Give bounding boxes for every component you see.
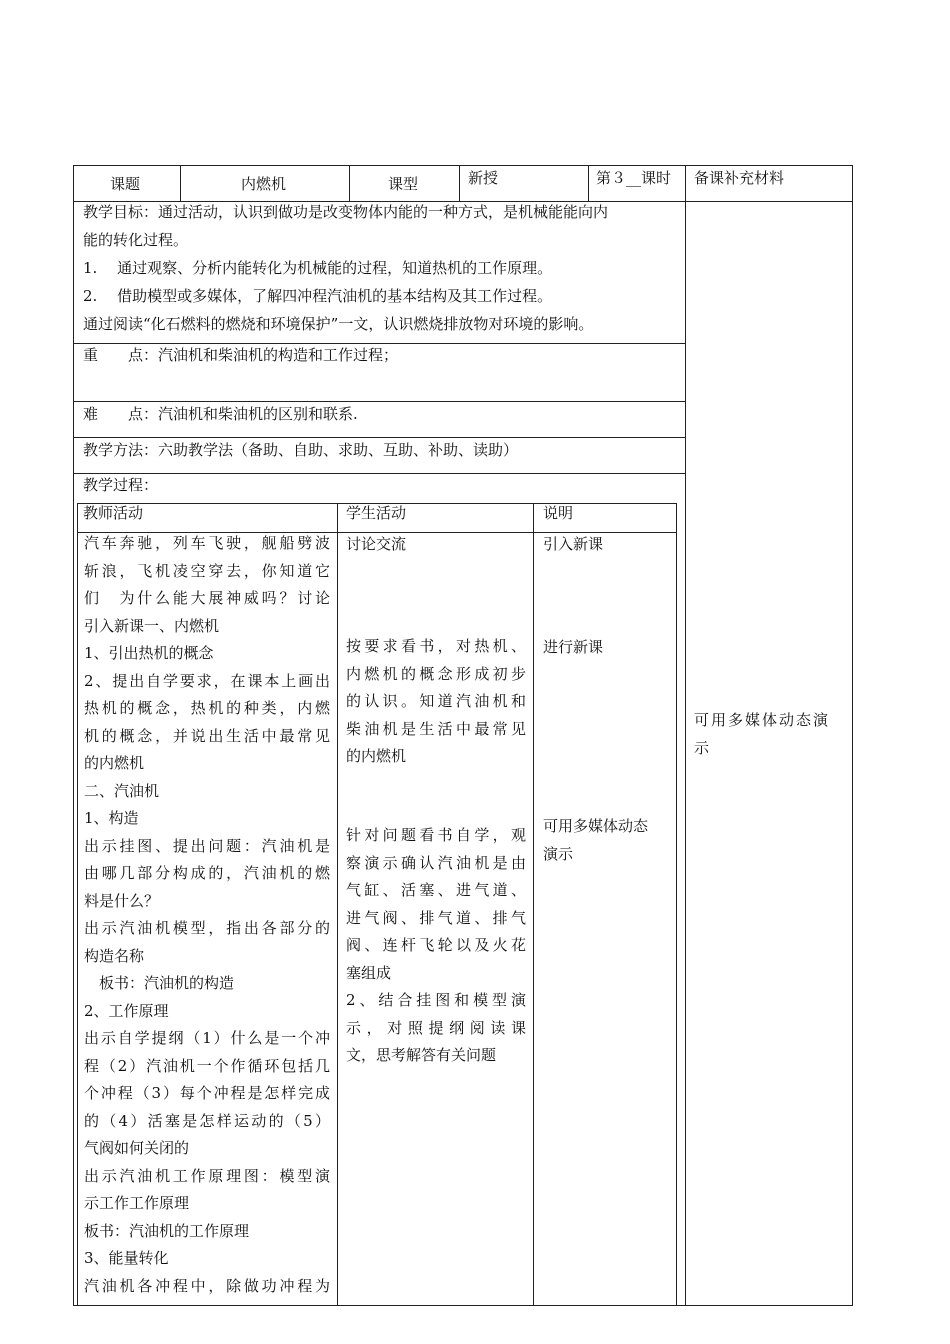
key-point: 重 点：汽油机和柴油机的构造和工作过程； (83, 346, 399, 364)
period-label: 第３__课时 (596, 169, 672, 187)
teacher_lines-line: 2、工作原理 (84, 1001, 169, 1020)
teacher_lines-line: 出示自学提纲（1）什么是一个冲 (84, 1029, 330, 1047)
teaching-method: 教学方法：六助教学法（备助、自助、求助、互助、补助、读助） (83, 441, 519, 459)
header-sep-3 (459, 165, 460, 201)
student_lines.s2-line: 的认识。知道汽油机和 (346, 692, 526, 710)
note-multimedia-2: 演示 (543, 845, 574, 863)
teacher_lines-line: 个冲程（3）每个冲程是怎样完成 (84, 1084, 330, 1102)
teacher_lines-line: 程（2）汽油机一个作循环包括几 (84, 1056, 330, 1075)
teacher_lines-line: 2、提出自学要求，在课本上画出 (84, 671, 330, 690)
note-multimedia-1: 可用多媒体动态 (543, 817, 649, 835)
student_lines.s3-line: 针对问题看书自学，观 (346, 826, 526, 844)
note-header: 说明 (543, 504, 574, 522)
student_lines.s2-line: 按要求看书，对热机、 (346, 637, 526, 655)
student_lines.s3-line: 文，思考解答有关问题 (346, 1046, 497, 1064)
teacher-activity-column (84, 530, 330, 1300)
right-note-line2: 示 (694, 739, 710, 757)
teacher_lines-line: 3、能量转化 (84, 1249, 169, 1267)
method-bottom (73, 473, 685, 474)
teacher_lines-line: 的（4）活塞是怎样运动的（5） (84, 1111, 330, 1130)
teacher_lines-line: 汽油机各冲程中，除做功冲程为 (84, 1276, 330, 1295)
student-activity-header: 学生活动 (346, 504, 407, 522)
teacher_lines-line: 斩浪，飞机凌空穿去，你知道它 (84, 561, 330, 580)
right-note-line1: 可用多媒体动态演 (694, 711, 831, 729)
process-label: 教学过程： (83, 476, 159, 494)
inner-sep-1 (337, 503, 338, 1305)
teacher_lines-line: 出示汽油机模型，指出各部分的 (84, 919, 330, 937)
inner-sep-2 (533, 503, 534, 1305)
header-sep-1 (180, 165, 181, 201)
teacher_lines-line: 们 为什么能大展神威吗？讨论 (84, 589, 330, 607)
objectives-line3: 通过阅读“化石燃料的燃烧和环境保护”一文，认识燃烧排放物对环境的影响。 (83, 315, 594, 333)
objectives-item2: 2. 借助模型或多媒体，了解四冲程汽油机的基本结构及其工作过程。 (83, 287, 553, 305)
teacher_lines-line: 的内燃机 (84, 754, 145, 772)
type-value: 新授 (468, 169, 499, 187)
table-right-border (852, 165, 853, 1306)
objectives-line1: 教学目标：通过活动，认识到做功是改变物体内能的一种方式，是机械能能向内 (83, 203, 609, 221)
teacher_lines-line: 料是什么？ (84, 891, 160, 910)
topic-label: 课题 (110, 175, 141, 193)
note-intro: 引入新课 (543, 535, 604, 553)
main-right-border (685, 165, 686, 1306)
teacher_lines-line: 气阀如何关闭的 (84, 1139, 190, 1157)
teacher_lines-line: 示工作工作原理 (84, 1194, 190, 1212)
objectives-line2: 能的转化过程。 (83, 231, 189, 249)
table-bottom-border (73, 1305, 853, 1306)
teacher-activity-header: 教师活动 (83, 504, 144, 522)
teacher_lines-line: 出示挂图、提出问题：汽油机是 (84, 836, 330, 855)
student_lines.s3-line: 2、结合挂图和模型演 (346, 991, 526, 1009)
type-label: 课型 (388, 175, 419, 193)
student-activity-block-3 (346, 822, 526, 1070)
teacher_lines-line: 构造名称 (84, 946, 145, 965)
student_lines.s3-line: 进气阀、排气道、排气 (346, 908, 526, 927)
teacher_lines-line: 汽车奔驰，列车飞驶，舰船劈波 (84, 534, 330, 552)
student_lines.s3-line: 气缸、活塞、进气道、 (346, 881, 526, 899)
teacher_lines-line: 1、构造 (84, 809, 139, 827)
student_lines.s3-line: 示，对照提纲阅读课 (346, 1018, 526, 1037)
header-sep-4 (588, 165, 589, 201)
table-left-border (73, 165, 74, 1306)
objectives-item1: 1. 通过观察、分析内能转化为机械能的过程，知道热机的工作原理。 (83, 259, 553, 277)
teacher_lines-line: 机的概念，并说出生活中最常见 (84, 726, 330, 745)
teacher_lines-line: 板书：汽油机的工作原理 (84, 1221, 250, 1240)
teacher_lines-line: 板书：汽油机的构造 (84, 974, 235, 992)
note-new-lesson: 进行新课 (543, 638, 604, 656)
inner-left (77, 503, 78, 1305)
teacher_lines-line: 热机的概念，热机的种类，内燃 (84, 699, 330, 717)
supplement-label: 备课补充材料 (694, 169, 785, 187)
student_lines.s2-line: 的内燃机 (346, 747, 407, 765)
header-sep-2 (349, 165, 350, 201)
teacher_lines-line: 引入新课一、内燃机 (84, 616, 220, 635)
student-discussion: 讨论交流 (346, 535, 407, 553)
student-activity-block-2 (346, 633, 526, 771)
student_lines.s3-line: 察演示确认汽油机是由 (346, 853, 526, 872)
topic-value: 内燃机 (241, 175, 287, 193)
teacher_lines-line: 二、汽油机 (84, 781, 160, 800)
student_lines.s2-line: 柴油机是生活中最常见 (346, 719, 526, 738)
student_lines.s3-line: 阀、连杆飞轮以及火花 (346, 936, 526, 954)
difficulty: 难 点：汽油机和柴油机的区别和联系. (83, 405, 358, 423)
teacher_lines-line: 出示汽油机工作原理图：模型演 (84, 1166, 330, 1185)
student_lines.s3-line: 塞组成 (346, 963, 392, 982)
teacher_lines-line: 由哪几部分构成的，汽油机的燃 (84, 864, 330, 882)
inner-right (676, 503, 677, 1305)
teacher_lines-line: 1、引出热机的概念 (84, 644, 214, 662)
student_lines.s2-line: 内燃机的概念形成初步 (346, 664, 526, 683)
